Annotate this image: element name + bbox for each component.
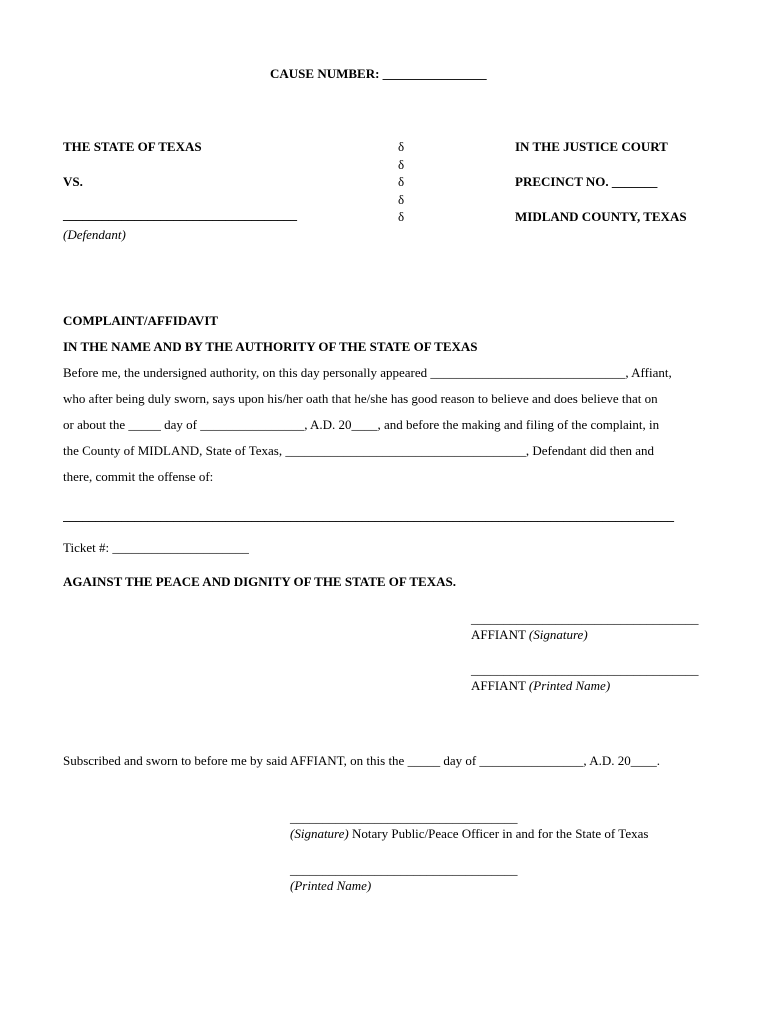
notary-signature-line: ___________________________________ (290, 810, 518, 825)
affiant-printed-name-label (471, 678, 610, 694)
caption-divider-symbol: δ (398, 209, 405, 224)
caption-precinct: PRECINCT NO. _______ (515, 174, 658, 189)
notary-signature-label (290, 826, 648, 842)
jurat-statement: Subscribed and sworn to before me by said AFFIANT, on this the _____ day of ________________, A.D. 20____. (63, 753, 660, 768)
caption-divider-symbol: δ (398, 157, 405, 172)
affiant-label: AFFIANT (471, 627, 526, 642)
caption-divider-symbol: δ (398, 174, 405, 189)
notary-printed-name-label: (Printed Name) (290, 878, 372, 893)
affiant-signature-label (471, 627, 588, 643)
caption-vs: VS. (63, 174, 83, 189)
complaint-line-1: Before me, the undersigned authority, on this day personally appeared ______________________________, Affiant, (63, 365, 672, 380)
caption-court: IN THE JUSTICE COURT (515, 139, 668, 154)
offense-blank-line: ______________________________________________________________________________________________ (63, 508, 674, 523)
caption-divider-symbol: δ (398, 139, 405, 154)
caption-divider-symbol: δ (398, 192, 405, 207)
cause-number: CAUSE NUMBER: ________________ (270, 66, 487, 81)
affiant-signature-paren: (Signature) (528, 627, 588, 642)
notary-signature-paren: (Signature) (290, 826, 349, 841)
affiant-label: AFFIANT (471, 678, 526, 693)
complaint-line-2: who after being duly sworn, says upon his/her oath that he/she has good reason to believe and does believe that on (63, 391, 658, 406)
affiant-printed-name-paren: (Printed Name) (528, 678, 611, 693)
authority-heading: IN THE NAME AND BY THE AUTHORITY OF THE STATE OF TEXAS (63, 339, 478, 354)
ticket-number: Ticket #: _____________________ (63, 540, 249, 555)
complaint-line-3: or about the _____ day of ________________, A.D. 20____, and before the making and filing of the complaint, in (63, 417, 660, 432)
notary-title: Notary Public/Peace Officer in and for the State of Texas (351, 826, 649, 841)
complaint-line-4: the County of MIDLAND, State of Texas, _____________________________________, Defendant did then and (63, 443, 654, 458)
complaint-title: COMPLAINT/AFFIDAVIT (63, 313, 219, 328)
complaint-line-5: there, commit the offense of: (63, 469, 214, 484)
affiant-signature-line: ___________________________________ (471, 611, 699, 626)
defendant-blank-line: ____________________________________ (63, 207, 297, 222)
against-peace-statement: AGAINST THE PEACE AND DIGNITY OF THE STATE OF TEXAS. (63, 574, 456, 589)
caption-county: MIDLAND COUNTY, TEXAS (515, 209, 687, 224)
affiant-printed-name-line: ___________________________________ (471, 662, 699, 677)
notary-printed-name-line: ___________________________________ (290, 862, 518, 877)
caption-state: THE STATE OF TEXAS (63, 139, 202, 154)
defendant-label: (Defendant) (63, 227, 126, 242)
